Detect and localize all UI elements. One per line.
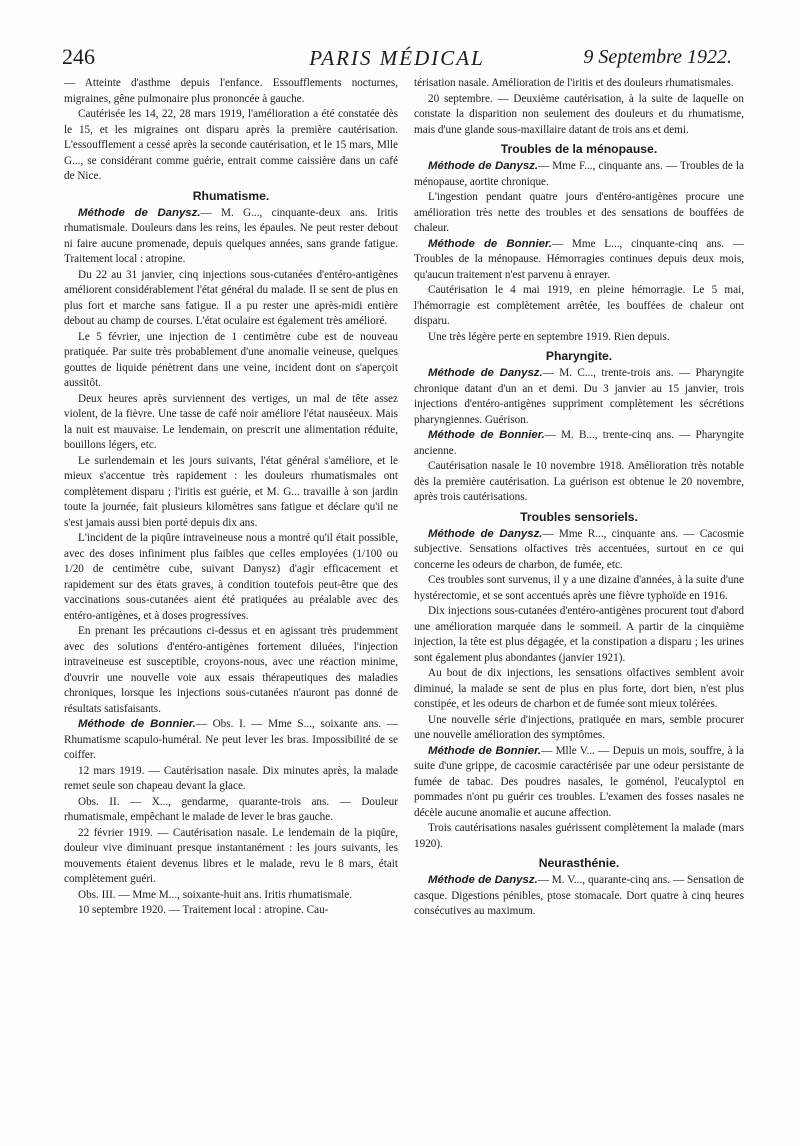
- method-label: Méthode de Danysz.: [428, 874, 538, 886]
- section-heading-sensoriels: Troubles sensoriels.: [520, 509, 638, 524]
- method-entry: [414, 744, 744, 822]
- method-text: — M. B..., trente-cinq ans. — Pharyngite ancienne.: [414, 429, 745, 457]
- paragraph: L'incident de la piqûre intraveineuse nous a montré qu'il était possible, avec des doses infiniment plus faibles que celles employées (1/100 ou 1/20 de centimètre cube, suivant Danysz) d'agir efficacement et rapidement sur des états graves, à condition toutefois peut-être que des vaccinations sous-cutanées aient été pratiquées au préalable avec des entéro-antigènes, et à doses progressives.: [64, 532, 398, 622]
- paragraph: Le surlendemain et les jours suivants, l'état général s'améliore, et le mieux s'accentue très rapidement : les douleurs rhumatismales ont complètement disparu ; l'iritis est guérie, et M. G... travaille à son jardin toute la journée, fait plusieurs kilomètres sans fatigue et déclare qu'il ne s'est jamais aussi bien porté depuis dix ans.: [64, 454, 398, 529]
- paragraph: L'ingestion pendant quatre jours d'entéro-antigènes procure une amélioration très nette des troubles et des sensations de bouffées de chaleur.: [414, 191, 744, 234]
- section-heading-menopause: Troubles de la ménopause.: [500, 142, 658, 156]
- paragraph: Au bout de dix injections, les sensations olfactives semblent avoir diminué, la malade se sent de plus en plus forte, dort bien, n'est plus constipée, et les odeurs de charbon et de fumée sont mieux tolérées.: [414, 667, 744, 710]
- page-number: 246: [62, 44, 95, 69]
- method-entry: [414, 428, 744, 459]
- method-entry: [414, 873, 744, 920]
- paragraph: Dix injections sous-cutanées d'entéro-antigènes procurent tout d'abord une amélioration marquée dans le sommeil. A partir de la cinquième injection, la tête est plus dégagée, et la constipation a disparu ; les urines sont également plus abondantes (janvier 1921).: [414, 605, 744, 664]
- method-text: — Obs. I. — Mme S..., soixante ans. — Rhumatisme scapulo-huméral. Ne peut lever les bras. Impossibilité de se coiffer.: [64, 718, 398, 761]
- paragraph: En prenant les précautions ci-dessus et en agissant très prudemment avec des solutions d'entéro-antigènes fortement diluées, l'injection intraveineuse est susceptible, croyons-nous, avec une réaction minime, d'ouvrir une nouvelle voie aux essais thérapeutiques des maladies chroniques, lorsque les injections sous-cutanées n'auront pas donné de résultats satisfaisants.: [64, 625, 398, 715]
- method-entry: [414, 366, 744, 428]
- paragraph: térisation nasale. Amélioration de l'iritis et des douleurs rhumatismales.: [414, 77, 734, 89]
- paragraph: 10 septembre 1920. — Traitement local : atropine. Cau-: [78, 904, 329, 916]
- right-column: [414, 76, 744, 920]
- method-text: — Mme F..., cinquante ans. — Troubles de la ménopause, aortite chronique.: [414, 160, 744, 188]
- method-label: Méthode de Danysz.: [428, 160, 539, 172]
- issue-date: 9 Septembre 1922.: [583, 46, 732, 68]
- method-text: — Mme R..., cinquante ans. — Cacosmie subjective. Sensations olfactives très accentuées, surtout en ce qui concerne les odeurs de charbon, de fumée, etc.: [414, 527, 744, 571]
- paragraph: 12 mars 1919. — Cautérisation nasale. Dix minutes après, la malade remet seule son chapeau devant la glace.: [64, 764, 398, 792]
- section-heading-rhumatisme: Rhumatisme.: [192, 188, 270, 203]
- method-text: — M. C..., trente-trois ans. — Pharyngite chronique datant d'un an et demi. Du 3 janvier au 15 janvier, trois injections d'entéro-antigènes suppriment complètement les sécrétions pharyngiennes. Guérison.: [414, 367, 744, 426]
- method-entry: [64, 206, 398, 268]
- paragraph: Ces troubles sont survenus, il y a une dizaine d'années, à la suite d'une hystérectomie, et se sont accentués après une fièvre typhoïde en 1916.: [414, 574, 744, 602]
- method-label: Méthode de Danysz.: [78, 206, 201, 219]
- paragraph: Cautérisée les 14, 22, 28 mars 1919, l'amélioration a été constatée dès le 15, et les migraines ont disparu après la première cautérisation. L'essoufflement a cessé après la seconde cautérisation, et le 15 mars, Mlle G..., se considérant comme guérie, entrait comme caissière dans un café de Nice.: [64, 108, 398, 182]
- paragraph: Obs. II. — X..., gendarme, quarante-trois ans. — Douleur rhumatismale, empêchant le malade de lever le bras gauche.: [64, 795, 398, 823]
- method-label: Méthode de Danysz.: [428, 527, 543, 540]
- paragraph: Une nouvelle série d'injections, pratiquée en mars, semble procurer une nouvelle amélioration des symptômes.: [414, 713, 744, 741]
- method-label: Méthode de Danysz.: [428, 367, 543, 379]
- paragraph: Cautérisation nasale le 10 novembre 1918. Amélioration très notable dès la première cautérisation. La guérison est obtenue le 20 novembre, après trois cautérisations.: [414, 460, 744, 503]
- paragraph: 20 septembre. — Deuxième cautérisation, à la suite de laquelle on constate la disparition non seulement des douleurs et du rhumatisme, mais d'une glande sous-maxillaire datant de trois ans et demi.: [414, 92, 744, 136]
- paragraph: Trois cautérisations nasales guérissent complètement la malade (mars 1920).: [414, 822, 744, 850]
- method-label: Méthode de Bonnier.: [428, 237, 552, 250]
- method-entry: [64, 717, 398, 764]
- method-text: — M. V..., quarante-cinq ans. — Sensation de casque. Digestions pénibles, ptose stomacale. Dort quatre à cinq heures consécutives au maximum.: [414, 874, 744, 917]
- method-text: — M. G..., cinquante-deux ans. Iritis rhumatismale. Douleurs dans les reins, les épaules. Ne peut rester debout ni faire aucune promenade, depuis quelques années, sans grande fatigue. Traitement local : atropine.: [64, 206, 399, 265]
- paragraph: — Atteinte d'asthme depuis l'enfance. Essoufflements nocturnes, migraines, gêne pulmonaire plus prononcée à gauche.: [64, 77, 398, 105]
- page-header: [62, 44, 732, 74]
- method-text: — Mme L..., cinquante-cinq ans. — Troubles de la ménopause. Hémorragies continues depuis deux mois, qu'aucun traitement n'est parvenu à enrayer.: [414, 237, 745, 281]
- journal-title: PARIS MÉDICAL: [309, 46, 485, 70]
- method-label: Méthode de Bonnier.: [428, 429, 545, 441]
- method-text: — Mlle V... — Depuis un mois, souffre, à la suite d'une grippe, de cacosmie caractérisée par une odeur persistante de fumée de tabac. Des poudres nasales, le goménol, l'eucalyptol en pommades n'ont pu guérir ces troubles. L'examen des fosses nasales ne décèle aucune anomalie et aucune affection.: [414, 744, 744, 819]
- paragraph: Deux heures après surviennent des vertiges, un mal de tête assez violent, de la fièvre. Une tasse de café noir améliore l'état nauséeux. Mais la nuit est mauvaise. Le lendemain, on prescrit une alimentation réduite, bouillons légers, etc.: [64, 392, 398, 451]
- section-heading-pharyngite: Pharyngite.: [545, 349, 613, 363]
- paragraph: Du 22 au 31 janvier, cinq injections sous-cutanées d'entéro-antigènes améliorent considérablement l'état général du malade. Il se sent de plus en plus fort et marche sans fatigue. Il a pu rester une après-midi entière debout au champ de courses. L'état oculaire est également très amélioré.: [64, 268, 398, 327]
- paragraph: Le 5 février, une injection de 1 centimètre cube est de nouveau pratiquée. Par suite très probablement d'une anomalie veineuse, quelques gouttes de liquide pénètrent dans une veine, incident dont on s'aperçoit aussitôt.: [64, 330, 398, 389]
- method-label: Méthode de Bonnier.: [78, 718, 196, 730]
- method-entry: [414, 527, 744, 574]
- left-column: [64, 76, 398, 919]
- paragraph: Une très légère perte en septembre 1919. Rien depuis.: [428, 330, 670, 343]
- paragraph: Cautérisation le 4 mai 1919, en pleine hémorragie. Le 5 mai, l'hémorragie est complètement arrêtée, les bouffées de chaleur ont disparu.: [414, 284, 744, 327]
- method-entry: [414, 159, 744, 190]
- method-label: Méthode de Bonnier.: [428, 744, 542, 757]
- section-heading-neurasthenie: Neurasthénie.: [538, 856, 620, 870]
- paragraph: 22 février 1919. — Cautérisation nasale. Le lendemain de la piqûre, douleur vive diminuant presque instantanément : les jours suivants, les mouvements étaient devenus libres et le malade, revu le 8 mars, était complètement guéri.: [64, 826, 398, 885]
- method-entry: [414, 237, 744, 284]
- paragraph: Obs. III. — Mme M..., soixante-huit ans. Iritis rhumatismale.: [78, 888, 353, 901]
